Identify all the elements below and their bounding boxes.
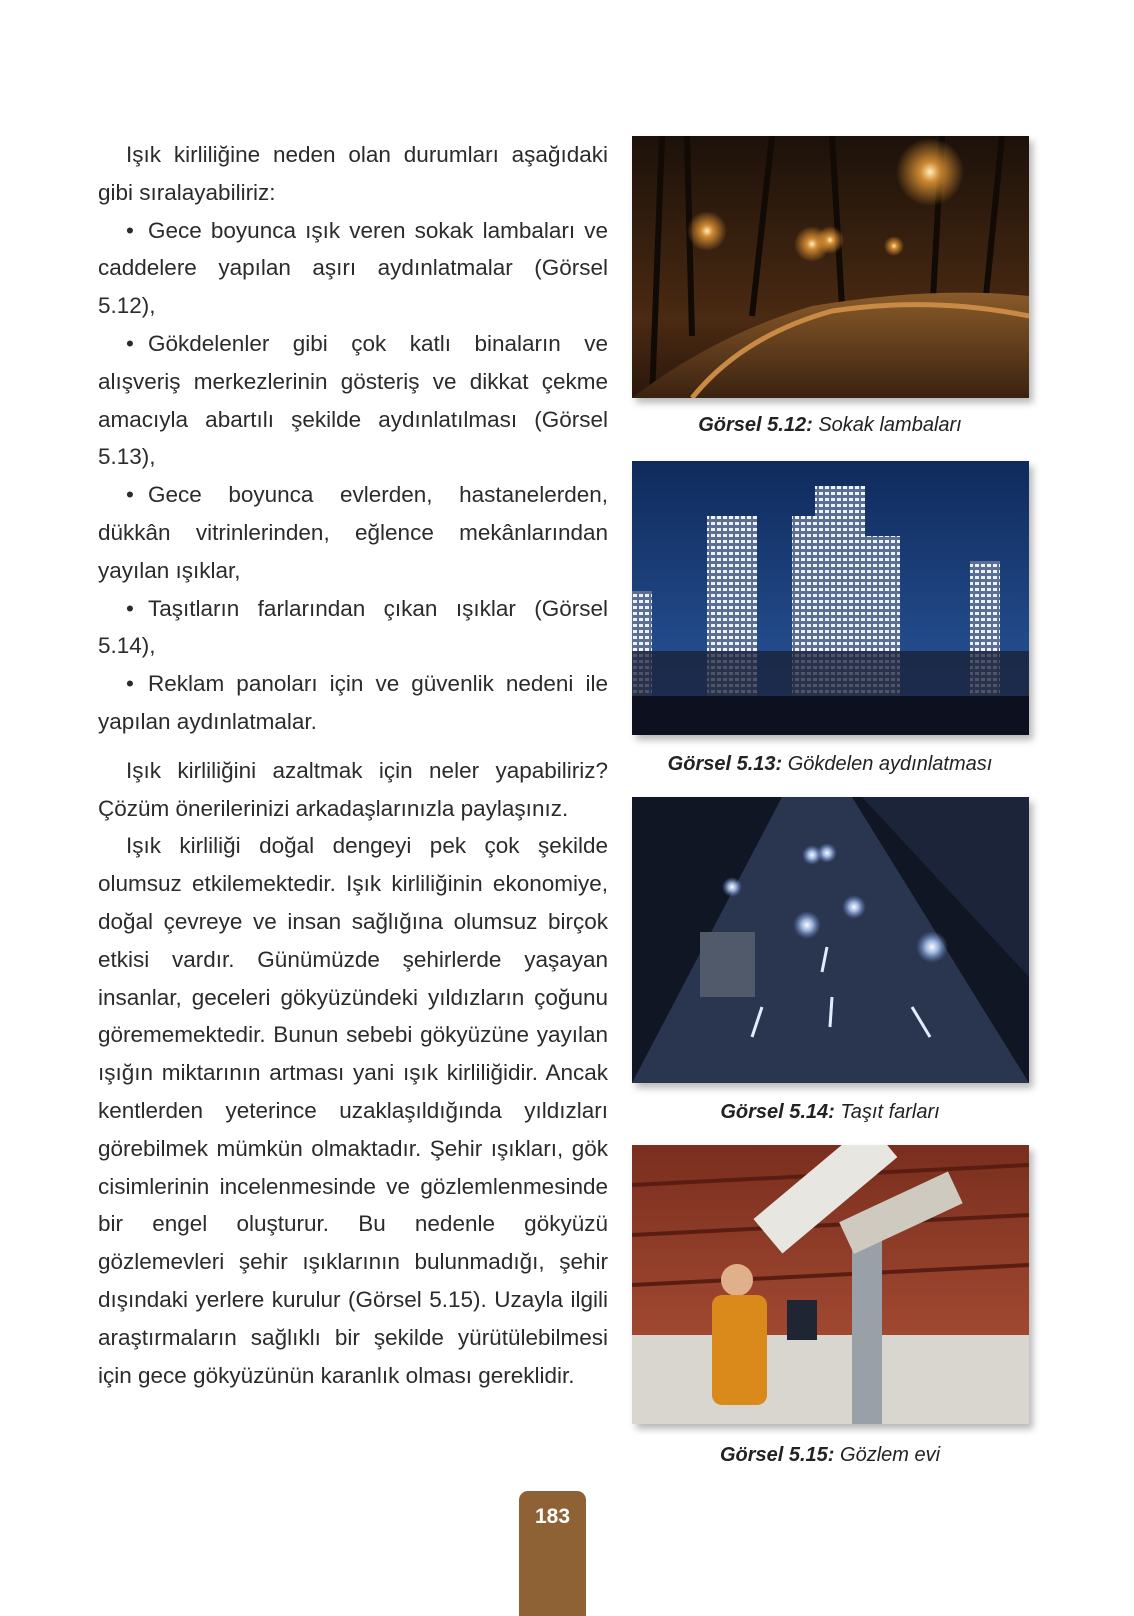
figure-caption: Görsel 5.12: Sokak lambaları (698, 414, 962, 436)
car-headlights-photo (632, 797, 1029, 1083)
bullet-icon: • (126, 330, 134, 356)
intro-paragraph: Işık kirliliğine neden olan durumları aşağıdaki gibi sıralayabiliriz: (98, 142, 608, 205)
discussion-question: Işık kirliliğini azaltmak için neler yapabiliriz? Çözüm önerilerinizi arkadaşlarınızla paylaşınız. (98, 757, 608, 821)
bullet-item: • Taşıtların farlarından çıkan ışıklar (Görsel 5.14), (98, 590, 608, 666)
bullet-item: • Gece boyunca ışık veren sokak lambaları ve caddelere yapılan aşırı aydınlatmalar (Görsel 5.12), (98, 212, 608, 325)
main-text-column (98, 136, 608, 1394)
bullet-icon: • (126, 595, 134, 621)
bullet-icon: • (126, 217, 134, 243)
figure-caption: Görsel 5.14: Taşıt farları (720, 1101, 940, 1123)
bullet-item: • Gökdelenler gibi çok katlı binaların ve alışveriş merkezlerinin gösteriş ve dikkat çekme amacıyla abartılı şekilde aydınlatılması (Görsel 5.13), (98, 325, 608, 476)
skyscrapers-photo (632, 461, 1029, 735)
street-lamps-photo (632, 136, 1029, 398)
observatory-photo (632, 1145, 1029, 1424)
figure-caption: Görsel 5.15: Gözlem evi (719, 1444, 941, 1466)
bullet-icon: • (126, 671, 134, 697)
body-paragraph: Işık kirliliği doğal dengeyi pek çok şekilde olumsuz etkilemektedir. Işık kirliliğinin ekonomiye, doğal çevreye ve insan sağlığına olumsuz birçok etkisi vardır. Günümüzde şehirlerde yaşayan insanlar, geceleri gökyüzündeki yıldızların çoğunu görememektedir. Bunun sebebi gökyüzüne yayılan ışığın miktarının artması yani ışık kirliliğidir. Ancak kentlerden yeterince uzaklaşıldığında yıldızları görebilmek mümkün olmaktadır. Şehir ışıkları, gök cisimlerinin incelenmesinde ve gözlemlenmesinde bir engel oluşturur. Bu nedenle gökyüzü gözlemevleri şehir ışıklarının bulunmadığı, şehir dışındaki yerlere kurulur (Görsel 5.15). Uzayla ilgili araştırmaların sağlıklı bir şekilde yürütülebilmesi için gece gökyüzünün karanlık olması gereklidir. (98, 833, 608, 1388)
bullet-item: • Reklam panoları için ve güvenlik nedeni ile yapılan aydınlatmalar. (98, 665, 608, 741)
bullet-item: • Gece boyunca evlerden, hastanelerden, dükkân vitrinlerinden, eğlence mekânlarından yayılan ışıklar, (98, 476, 608, 589)
page-number: 183 (519, 1491, 586, 1616)
figure-caption: Görsel 5.13: Gökdelen aydınlatması (667, 753, 993, 775)
bullet-icon: • (126, 482, 134, 508)
